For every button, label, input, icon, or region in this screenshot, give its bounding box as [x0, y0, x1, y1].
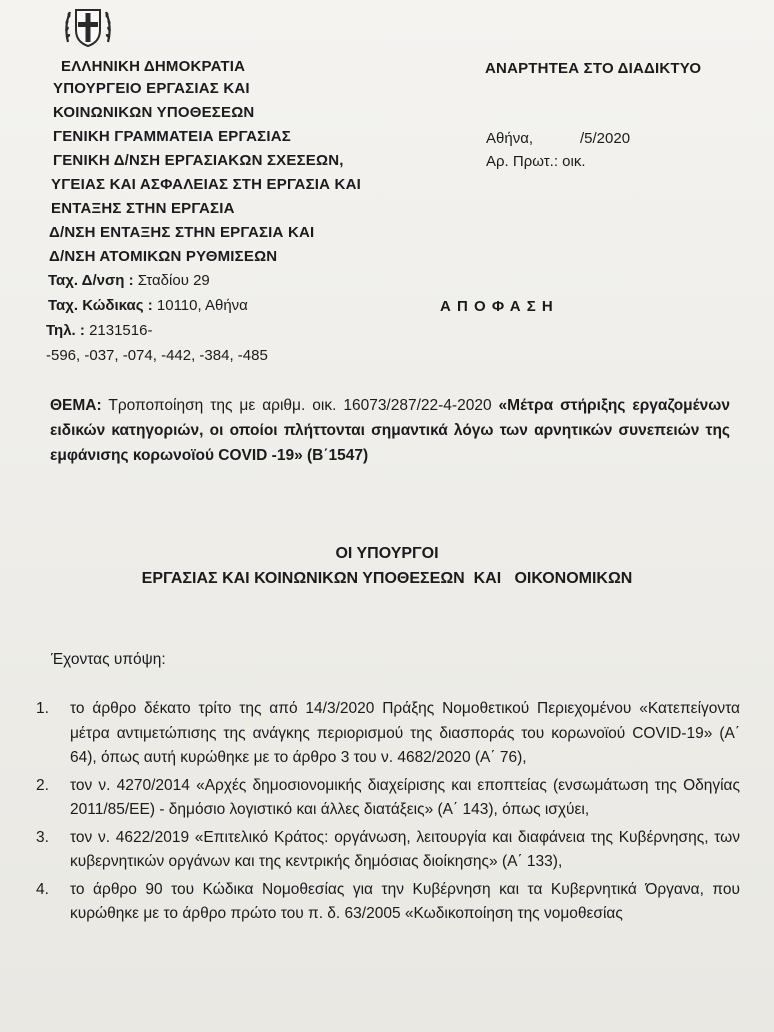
header-line-4: ΓΕΝΙΚΗ ΓΡΑΜΜΑΤΕΙΑ ΕΡΓΑΣΙΑΣ — [53, 128, 291, 145]
subject-paragraph — [50, 393, 730, 468]
greek-emblem-icon — [60, 2, 116, 50]
phone-row — [46, 322, 152, 339]
header-line-6: ΥΓΕΙΑΣ ΚΑΙ ΑΣΦΑΛΕΙΑΣ ΣΤΗ ΕΡΓΑΣΙΑ ΚΑΙ — [51, 176, 361, 193]
header-line-3: ΚΟΙΝΩΝΙΚΩΝ ΥΠΟΘΕΣΕΩΝ — [53, 104, 255, 121]
list-item — [30, 697, 740, 771]
decision-title: Α Π Ο Φ Α Σ Η — [440, 298, 554, 315]
list-item-text: το άρθρο 90 του Κώδικα Νομοθεσίας για την Κυβέρνηση και τα Κυβερνητικά Όργανα, που κυρώθηκε με το άρθρο πρώτο του π. δ. 63/2005 «Κωδικοποίηση της νομοθεσίας — [70, 880, 740, 922]
header-line-8: Δ/ΝΣΗ ΕΝΤΑΞΗΣ ΣΤΗΝ ΕΡΓΑΣΙΑ ΚΑΙ — [49, 224, 315, 241]
header-line-5: ΓΕΝΙΚΗ Δ/ΝΣΗ ΕΡΓΑΣΙΑΚΩΝ ΣΧΕΣΕΩΝ, — [53, 152, 344, 169]
address-value: Σταδίου 29 — [137, 272, 210, 289]
list-item-text: τον ν. 4270/2014 «Αρχές δημοσιονομικής διαχείρισης και εποπτείας (ενσωμάτωση της Οδηγίας 2011/85/ΕΕ) - δημόσιο λογιστικό και άλλες διατάξεις» (Α΄ 143), όπως ισχύει, — [70, 776, 740, 818]
protocol-row — [486, 153, 586, 170]
postcode-row — [48, 297, 248, 314]
list-item-number: 3. — [36, 828, 49, 846]
header-line-9: Δ/ΝΣΗ ΑΤΟΜΙΚΩΝ ΡΥΘΜΙΣΕΩΝ — [49, 248, 278, 265]
header-line-7: ΕΝΤΑΞΗΣ ΣΤΗΝ ΕΡΓΑΣΙΑ — [51, 200, 235, 217]
phone-label: Τηλ. : — [46, 322, 85, 339]
header-line-1: ΕΛΛΗΝΙΚΗ ΔΗΜΟΚΡΑΤΙΑ — [61, 58, 246, 75]
address-row — [48, 272, 210, 289]
phone-value: 2131516- — [89, 322, 153, 339]
list-item-number: 4. — [36, 880, 49, 898]
subject-text: Τροποποίηση της με αριθμ. οικ. 16073/287/22-4-2020 — [108, 397, 492, 414]
list-item-text: τον ν. 4622/2019 «Επιτελικό Κράτος: οργάνωση, λειτουργία και διαφάνεια της Κυβέρνησης, των κυβερνητικών οργάνων και της κεντρικής δημόσιας διοίκησης» (Α΄ 133), — [70, 828, 740, 870]
postcode-label: Ταχ. Κώδικας : — [48, 297, 153, 314]
list-item — [30, 878, 740, 927]
considerations-list — [30, 697, 740, 930]
online-notice: ΑΝΑΡΤΗΤΕΑ ΣΤΟ ΔΙΑΔΙΚΤΥΟ — [485, 60, 702, 77]
date-value: /5/2020 — [580, 130, 631, 147]
subject-label: ΘΕΜΑ: — [50, 397, 102, 414]
phone-extensions: -596, -037, -074, -442, -384, -485 — [46, 347, 268, 364]
date-label: Αθήνα, — [486, 130, 534, 147]
ministers-subheading: ΕΡΓΑΣΙΑΣ ΚΑΙ ΚΟΙΝΩΝΙΚΩΝ ΥΠΟΘΕΣΕΩΝ ΚΑΙ ΟΙΚΟΝΟΜΙΚΩΝ — [141, 570, 633, 587]
header-line-2: ΥΠΟΥΡΓΕΙΟ ΕΡΓΑΣΙΑΣ ΚΑΙ — [53, 80, 250, 97]
protocol-label: Αρ. Πρωτ.: — [486, 153, 558, 170]
list-item-number: 2. — [36, 776, 49, 794]
considering-label: Έχοντας υπόψη: — [51, 651, 166, 668]
protocol-value: οικ. — [562, 153, 586, 170]
address-label: Ταχ. Δ/νση : — [48, 272, 134, 289]
list-item — [30, 774, 740, 823]
subject-title: «Μέτρα στήριξης εργαζομένων ειδικών κατηγοριών, οι οποίοι πλήττονται σημαντικά λόγω των αρνητικών συνεπειών της εμφάνισης κορωνοϊού COVID -19» (Β΄1547) — [50, 397, 730, 464]
list-item-number: 1. — [36, 700, 49, 717]
ministers-heading: ΟΙ ΥΠΟΥΡΓΟΙ — [335, 545, 439, 562]
postcode-value: 10110, Αθήνα — [156, 297, 248, 314]
list-item-text: το άρθρο δέκατο τρίτο της από 14/3/2020 Πράξης Νομοθετικού Περιεχομένου «Κατεπείγοντα μέτρα αντιμετώπισης της ανάγκης περιορισμού της διασποράς του κορωνοϊού COVID-19» (Α΄ 64), όπως αυτή κυρώθηκε με το άρθρο 3 του ν. 4682/2020 (Α΄ 76), — [70, 700, 740, 766]
list-item — [30, 826, 740, 875]
